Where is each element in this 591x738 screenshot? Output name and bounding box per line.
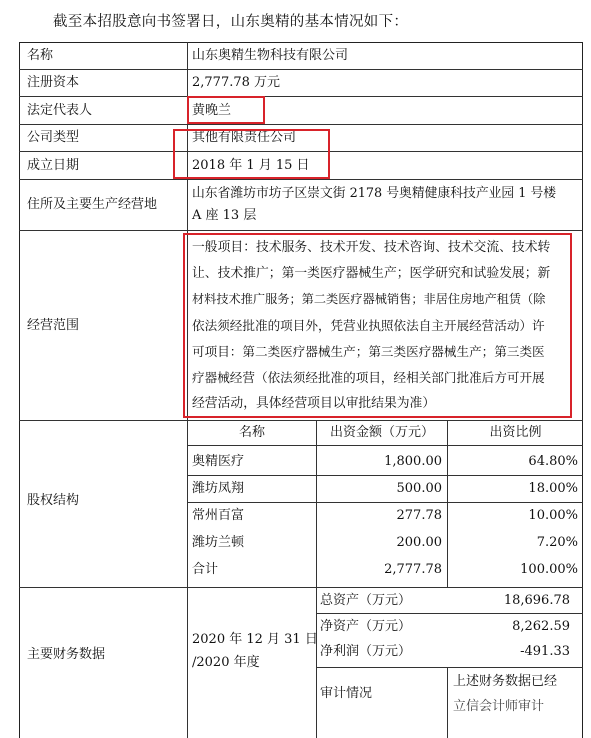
scope-line: 材料技术推广服务；第二类医疗器械销售；非居住房地产租赁（除 xyxy=(192,292,546,306)
row-line xyxy=(19,230,583,231)
row-line xyxy=(19,96,583,97)
holder-amount: 500.00 xyxy=(396,481,442,496)
fin-col-divider xyxy=(447,667,448,738)
scope-line: 依法须经批准的项目外，凭营业执照依法自主开展经营活动）许 xyxy=(192,318,545,333)
label-financials: 主要财务数据 xyxy=(27,647,106,662)
value-company-type: 其他有限责任公司 xyxy=(192,130,297,145)
holder-name: 常州百富 xyxy=(192,508,245,523)
fin-item-value: 18,696.78 xyxy=(503,593,570,608)
row-line xyxy=(19,69,583,70)
label-founded: 成立日期 xyxy=(27,158,80,173)
fin-audit-line2: 立信会计师审计 xyxy=(453,699,545,714)
highlight-legal-rep xyxy=(187,96,265,124)
fin-line xyxy=(316,613,583,614)
value-founded: 2018 年 1 月 15 日 xyxy=(192,158,310,173)
holder-ratio-total: 100.00% xyxy=(520,562,578,577)
intro-text: 截至本招股意向书签署日，山东奥精的基本情况如下： xyxy=(53,14,409,30)
equity-line xyxy=(187,445,583,446)
value-address-line1: 山东省潍坊市坊子区崇文街 2178 号奥精健康科技产业园 1 号楼 xyxy=(192,186,557,201)
label-capital: 注册资本 xyxy=(27,75,80,90)
fin-audit-label: 审计情况 xyxy=(320,686,373,701)
scope-line: 经营活动，具体经营项目以审批结果为准） xyxy=(192,396,436,411)
label-scope: 经营范围 xyxy=(27,318,80,333)
equity-header-name: 名称 xyxy=(238,425,265,440)
scope-line: 疗器械经营（依法须经批准的项目，经相关部门批准后方可开展 xyxy=(192,370,545,385)
label-legal-rep: 法定代表人 xyxy=(27,103,93,118)
fin-item-value: -491.33 xyxy=(520,644,570,659)
value-capital: 2,777.78 万元 xyxy=(192,75,281,90)
highlight-type-date xyxy=(173,129,330,179)
highlight-scope xyxy=(183,233,572,418)
holder-amount: 277.78 xyxy=(396,508,442,523)
label-address: 住所及主要生产经营地 xyxy=(27,197,158,212)
holder-ratio: 64.80% xyxy=(528,454,578,469)
row-line xyxy=(19,124,583,125)
fin-item-name: 总资产（万元） xyxy=(320,593,412,608)
fin-period-line2: /2020 年度 xyxy=(192,655,260,670)
value-address-line2: A 座 13 层 xyxy=(192,208,257,223)
label-company-type: 公司类型 xyxy=(27,130,80,145)
row-line xyxy=(19,420,583,421)
value-legal-rep: 黄晚兰 xyxy=(192,103,232,118)
holder-amount-total: 2,777.78 xyxy=(384,562,442,577)
equity-header-ratio: 出资比例 xyxy=(489,425,542,440)
fin-item-name: 净资产（万元） xyxy=(320,619,412,634)
fin-audit-line1: 上述财务数据已经 xyxy=(453,674,558,689)
scope-line: 一般项目：技术服务、技术开发、技术咨询、技术交流、技术转 xyxy=(192,240,551,255)
holder-name: 潍坊兰顿 xyxy=(192,535,245,550)
equity-header-amount: 出资金额（万元） xyxy=(329,425,434,440)
holder-amount: 200.00 xyxy=(396,535,442,550)
label-equity: 股权结构 xyxy=(27,493,80,508)
equity-line xyxy=(187,475,583,476)
fin-item-value: 8,262.59 xyxy=(512,619,570,634)
equity-line xyxy=(187,502,583,503)
holder-name: 潍坊凤翔 xyxy=(192,481,245,496)
holder-ratio: 18.00% xyxy=(528,481,578,496)
row-line xyxy=(19,179,583,180)
holder-name-total: 合计 xyxy=(192,562,219,577)
fin-item-name: 净利润（万元） xyxy=(320,644,412,659)
fin-col-divider xyxy=(316,587,317,738)
holder-ratio: 7.20% xyxy=(536,535,578,550)
holder-ratio: 10.00% xyxy=(528,508,578,523)
label-name: 名称 xyxy=(27,48,54,63)
fin-line xyxy=(316,667,583,668)
holder-amount: 1,800.00 xyxy=(384,454,442,469)
row-line xyxy=(19,587,583,588)
fin-period-line1: 2020 年 12 月 31 日 xyxy=(192,632,318,647)
value-name: 山东奥精生物科技有限公司 xyxy=(192,48,349,63)
scope-line: 可项目：第二类医疗器械生产；第三类医疗器械生产；第三类医 xyxy=(192,344,545,359)
holder-name: 奥精医疗 xyxy=(192,454,245,469)
scope-line: 让、技术推广；第一类医疗器械生产；医学研究和试验发展；新 xyxy=(192,266,551,281)
